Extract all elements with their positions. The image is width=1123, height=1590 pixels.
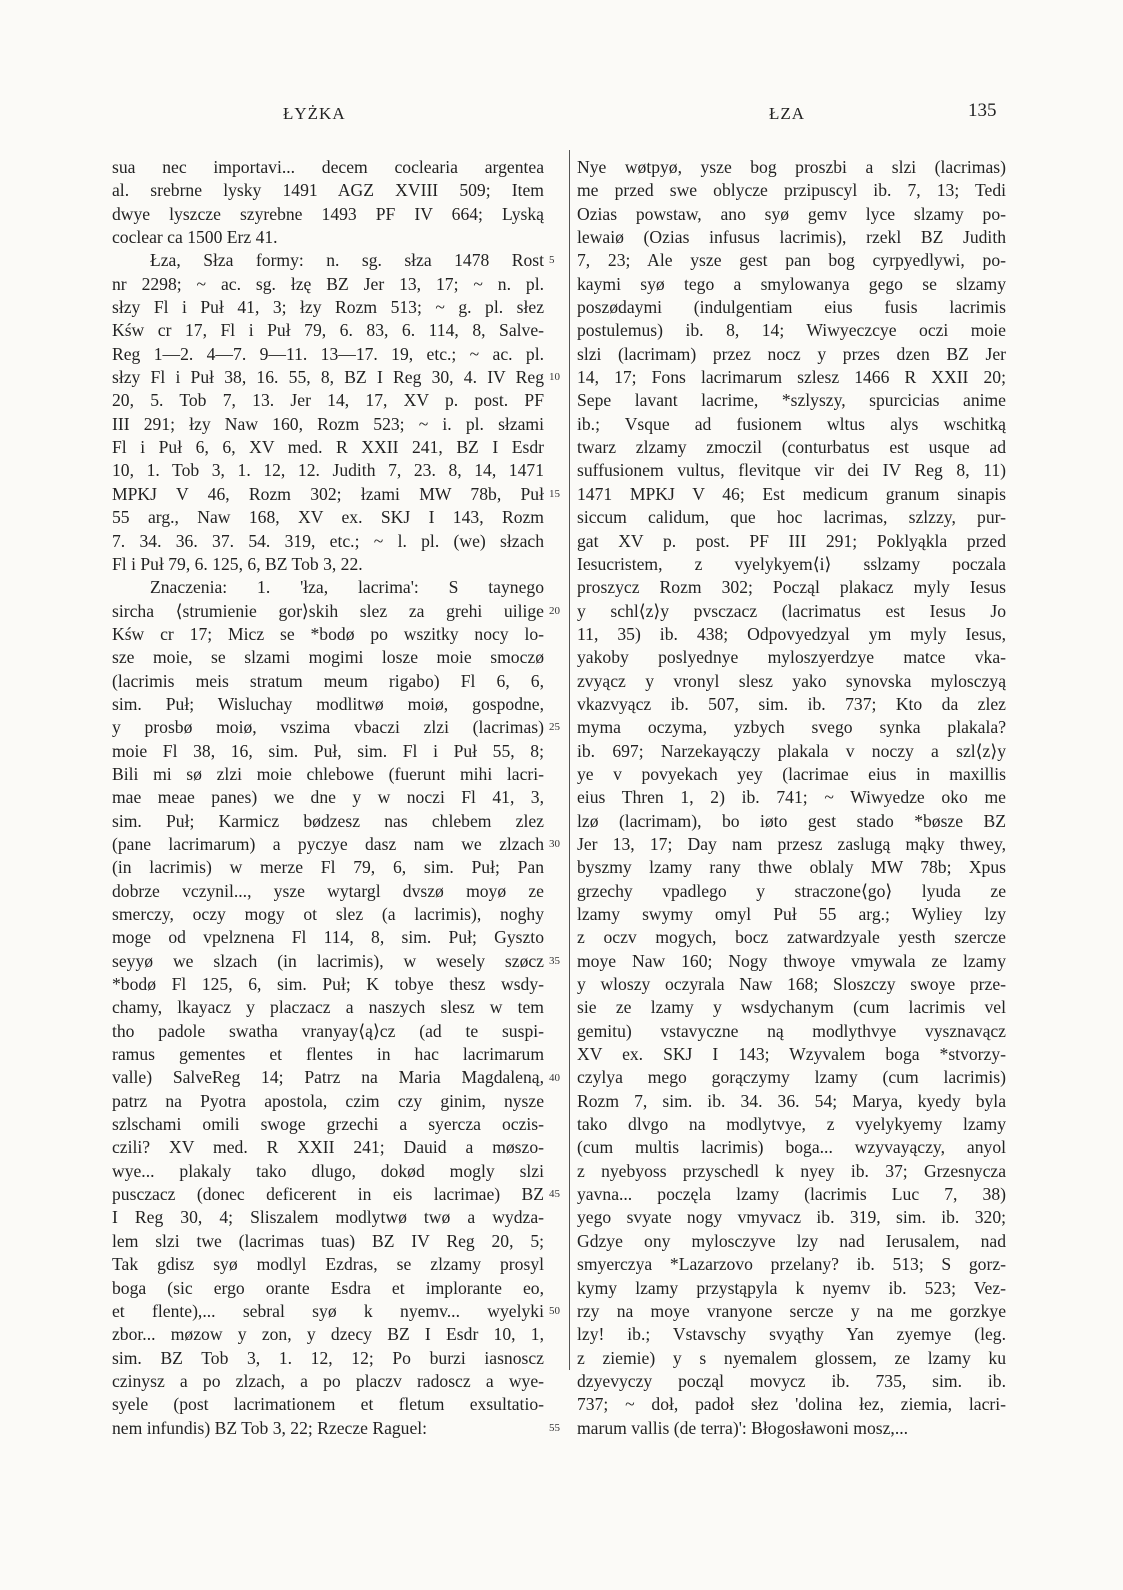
text-line: 14, 17; Fons lacrimarum szlesz 1466 R XXII 20; [577, 367, 1006, 388]
text-line: Bili mi sø zlzi moie chlebowe (fuerunt mihi lacri- [112, 763, 544, 784]
text-line: czinysz a po zlzach, a po placzv radoscz a wye- [112, 1370, 544, 1391]
text-line: Rozm 7, sim. ib. 34. 36. 54; Marya, kyedy byla [577, 1090, 1006, 1111]
text-line: eius Thren 1, 2) ib. 741; ~ Wiwyedze oko me [577, 787, 1006, 808]
text-line: 10, 1. Tob 3, 1. 12, 12. Judith 7, 23. 8, 14, 1471 [112, 460, 544, 481]
text-line: y prosbø moiø, vszima vbaczi zlzi (lacrimas) [112, 717, 544, 738]
line-number: 25 [549, 721, 560, 734]
text-line: myma oczyma, yzbych svego synka plakala? [577, 717, 1006, 738]
text-line: coclear ca 1500 Erz 41. [112, 227, 278, 248]
page-number: 135 [968, 100, 997, 121]
text-line: yakoby poslyednye myloszyerdzye matce vka- [577, 647, 1006, 668]
text-line: Fl i Puł 6, 6, XV med. R XXII 241, BZ I Esdr [112, 437, 544, 458]
text-line: suffusionem vultus, flevitque vir dei IV Reg 8, 11) [577, 460, 1006, 481]
text-line: tako dlvgo na modlytvye, z vyelykyemy lzamy [577, 1114, 1006, 1135]
line-number: 15 [549, 487, 560, 500]
text-line: dzyevyczy począl movycz ib. 735, sim. ib. [577, 1370, 1006, 1391]
text-line: sua nec importavi... decem coclearia argentea [112, 157, 544, 177]
text-line: zvyącz y vronyl slesz yako synovska mylosczyą [577, 670, 1006, 691]
text-line: I Reg 30, 4; Sliszalem modlytwø twø a wydza- [112, 1207, 544, 1228]
text-line: 1471 MPKJ V 46; Est medicum granum sinapis [577, 483, 1006, 504]
text-line: postulemus) ib. 8, 14; Wiwyeczcye oczi moie [577, 320, 1006, 341]
text-line: patrz na Pyotra apostola, czim czy ginim, nysze [112, 1090, 544, 1111]
text-line: boga (sic ergo orante Esdra et implorante eo, [112, 1277, 544, 1298]
text-line: al. srebrne lysky 1491 AGZ XVIII 509; Item [112, 180, 544, 201]
text-line: lzy! ib.; Vstavschy svyąthy Yan zyemye (leg. [577, 1324, 1006, 1345]
text-line: czili? XV med. R XXII 241; Dauid a møszo- [112, 1137, 544, 1158]
text-line: pusczacz (donec deficerent in eis lacrimae) BZ [112, 1184, 544, 1205]
line-number: 55 [549, 1421, 560, 1434]
line-number: 50 [549, 1305, 560, 1318]
text-line: gemitu) vstavyczne ną modlythvye vysznavącz [577, 1020, 1006, 1041]
text-line: Sepe lavant lacrime, *szlyszy, spurcicias anime [577, 390, 1006, 411]
text-line: me przed swe oblycze przipuscyl ib. 7, 13; Tedi [577, 180, 1006, 201]
text-line: 11, 35) ib. 438; Odpovyedzyal ym myly Iesus, [577, 623, 1006, 644]
text-line: smerczy, oczy mogy ot slez (a lacrimis), noghy [112, 904, 544, 924]
text-line: (in lacrimis) w merze Fl 79, 6, sim. Puł; Pan [112, 857, 544, 878]
text-line: sim. BZ Tob 3, 1. 12, 12; Po burzi iasnoscz [112, 1347, 544, 1368]
text-line: Kśw cr 17, Fl i Puł 79, 6. 83, 6. 114, 8, Salve- [112, 320, 544, 341]
header-left-title: ŁYŻKA [283, 104, 346, 123]
text-line: yego svyate nogy vmyvacz ib. 319, sim. ib. 320; [577, 1207, 1006, 1228]
text-line: rzy na moye vranyone sercze y na me gorzkye [577, 1300, 1006, 1321]
line-number: 30 [549, 838, 560, 851]
text-line: ramus gementes et flentes in hac lacrimarum [112, 1044, 544, 1065]
text-line: 737; ~ doł, padoł słez 'dolina łez, ziemia, lacri- [577, 1394, 1006, 1415]
line-number: 5 [549, 254, 555, 267]
text-line: z ziemie) y s nyemalem glossem, ze lzamy ku [577, 1347, 1006, 1368]
text-line: sim. Puł; Wisluchay modlitwø moiø, gospodne, [112, 693, 544, 714]
text-line: Iesucristem, z vyelykyem⟨i⟩ sslzamy poczala [577, 553, 1006, 574]
right-column [577, 156, 1006, 1440]
text-line: slzi (lacrimam) przez nocz y przes dzen BZ Jer [577, 343, 1006, 364]
text-line: y schl⟨z⟩y pvsczacz (lacrimatus est Iesus Jo [577, 600, 1006, 621]
text-line: siccum calidum, que hoc lacrimas, szlzzy, pur- [577, 507, 1006, 528]
text-line: MPKJ V 46, Rozm 302; łzami MW 78b, Puł [112, 483, 544, 504]
text-line: z nyebyoss przyschedl k nyey ib. 37; Grzesnycza [577, 1160, 1006, 1181]
text-line: gat XV p. post. PF III 291; Poklyąkla przed [577, 530, 1006, 551]
text-line: lem slzi twe (lacrimas tuas) BZ IV Reg 20, 5; [112, 1230, 544, 1251]
text-line: smyerczya *Lazarzovo przelany? ib. 513; S gorz- [577, 1254, 1006, 1275]
text-line: sircha ⟨strumienie gor⟩skih slez za grehi uilige [112, 600, 544, 621]
text-line: syele (post lacrimationem et fletum exsultatio- [112, 1394, 544, 1415]
text-line: 20, 5. Tob 7, 13. Jer 14, 17, XV p. post. PF [112, 390, 544, 411]
line-number: 35 [549, 954, 560, 967]
text-line: mae meae panes) we dne y w noczi Fl 41, 3, [112, 787, 544, 808]
text-line: lzamy swymy omyl Puł 55 arg.; Wyliey lzy [577, 904, 1006, 924]
text-line: chamy, lkayacz y placzacz a naszych slesz w tem [112, 997, 544, 1018]
line-number: 45 [549, 1188, 560, 1201]
text-line: słzy Fl i Puł 38, 16. 55, 8, BZ I Reg 30, 4. IV Reg [112, 367, 544, 388]
text-line: twarz zlzamy zmoczil (conturbatus est usque ad [577, 437, 1006, 458]
text-line: 55 arg., Naw 168, XV ex. SKJ I 143, Rozm [112, 507, 544, 528]
text-line: 7, 23; Ale ysze gest pan bog cyrpyedlywi, po- [577, 250, 1006, 271]
text-line: Znaczenia: 1. 'łza, lacrima': S taynego [150, 577, 544, 598]
text-line: kaymi syø tego a smylowanya gego se slzamy [577, 273, 1006, 294]
text-line: byszmy lzamy rany thwe oblaly MW 78b; Xpus [577, 857, 1006, 878]
text-line: ib.; Vsque ad fusionem wltus alys wschitką [577, 413, 1006, 434]
text-line: marum vallis (de terra)': Błogosławoni mosz,... [577, 1417, 909, 1438]
line-number: 40 [549, 1071, 560, 1084]
line-number: 10 [549, 371, 560, 384]
text-line: (lacrimis meis stratum meum rigabo) Fl 6, 6, [112, 670, 544, 691]
text-line: Tak gdisz syø modlyl Ezdras, se zlzamy prosyl [112, 1254, 544, 1275]
text-line: moge od vpelznena Fl 114, 8, sim. Puł; Gyszto [112, 927, 544, 948]
text-line: proszycz Rozm 302; Począl plakacz myly Iesus [577, 577, 1006, 598]
text-line: sie ze lzamy y wsdychanym (cum lacrimis vel [577, 997, 1006, 1018]
text-line: Reg 1—2. 4—7. 9—11. 13—17. 19, etc.; ~ ac. pl. [112, 343, 544, 364]
text-line: zbor... møzow y zon, y dzecy BZ I Esdr 10, 1, [112, 1324, 544, 1345]
text-line: moie Fl 38, 16, sim. Puł, sim. Fl i Puł 55, 8; [112, 740, 544, 761]
text-line: et flente),... sebral syø k nyemv... wyelyki [112, 1300, 544, 1321]
text-line: Gdzye ony mylosczyve lzy nad Ierusalem, nad [577, 1230, 1006, 1251]
text-line: dwye lyszcze szyrebne 1493 PF IV 664; Lyską [112, 203, 544, 224]
text-line: dobrze vczynil..., ysze wytargl dvszø moyø ze [112, 880, 544, 901]
text-line: ib. 697; Narzekayączy plakala v noczy a szl⟨z⟩y [577, 740, 1006, 761]
text-line: 7. 34. 36. 37. 54. 319, etc.; ~ l. pl. (we) słzach [112, 530, 544, 551]
text-line: sze moie, se slzami mogimi losze moie smoczø [112, 647, 544, 668]
column-divider [569, 150, 570, 1370]
header-right-title: ŁZA [769, 104, 806, 123]
running-header [0, 100, 1123, 134]
text-line: III 291; łzy Naw 160, Rozm 523; ~ i. pl. słzami [112, 413, 544, 434]
text-line: valle) SalveReg 14; Patrz na Maria Magdaleną, [112, 1067, 544, 1088]
text-line: z oczv mogych, bocz zatwardzyale yesth szercze [577, 927, 1006, 948]
left-column [112, 156, 544, 1440]
text-line: tho padole swatha vranyay⟨ą⟩cz (ad te suspi- [112, 1020, 544, 1041]
line-number: 20 [549, 604, 560, 617]
text-line: grzechy vpadlego y straczone⟨go⟩ lyuda ze [577, 880, 1006, 901]
text-line: kymy lzamy przystąpyla k nyemv ib. 523; Vez- [577, 1277, 1006, 1298]
text-line: yavna... poczęla lzamy (lacrimis Luc 7, 38) [577, 1184, 1006, 1205]
text-line: czylya mego gorączymy lzamy (cum lacrimis) [577, 1067, 1006, 1088]
text-line: Nye wøtpyø, ysze bog proszbi a slzi (lacrimas) [577, 157, 1006, 177]
text-line: moye Naw 160; Nogy thwoye vmywala ze lzamy [577, 950, 1006, 971]
text-line: Kśw cr 17; Micz se *bodø po wszitky nocy lo- [112, 623, 544, 644]
text-line: szlschami omili swoge grzechi a syercza oczis- [112, 1114, 544, 1135]
text-line: seyyø we slzach (in lacrimis), w wesely szøcz [112, 950, 544, 971]
text-line: sim. Puł; Karmicz bødzesz nas chlebem zlez [112, 810, 544, 831]
text-line: wye... plakaly tako dlugo, dokød mogly slzi [112, 1160, 544, 1181]
text-line: y wloszy oczyrala Naw 168; Sloszczy swoye prze- [577, 974, 1006, 995]
text-line: nem infundis) BZ Tob 3, 22; Rzecze Raguel: [112, 1417, 428, 1438]
text-line: nr 2298; ~ ac. sg. łzę BZ Jer 13, 17; ~ n. pl. [112, 273, 544, 294]
text-line: (cum multis lacrimis) boga... wzyvayączy, anyol [577, 1137, 1006, 1158]
text-line: ye v povyekach yey (lacrimae eius in maxillis [577, 763, 1006, 784]
text-line: lewaiø (Ozias infusus lacrimis), rzekl BZ Judith [577, 227, 1006, 248]
text-line: (pane lacrimarum) a pyczye dasz nam we zlzach [112, 833, 544, 854]
text-line: vkazvyącz ib. 507, sim. ib. 737; Kto da zlez [577, 693, 1006, 714]
text-line: XV ex. SKJ I 143; Wzyvalem boga *stvorzy- [577, 1044, 1006, 1065]
text-line: lzø (lacrimam), bo iøto gest stado *bøsze BZ [577, 810, 1006, 831]
text-line: Ozias powstaw, ano syø gemv lyce slzamy po- [577, 203, 1006, 224]
text-line: *bodø Fl 125, 6, sim. Puł; K tobye thesz wsdy- [112, 974, 544, 995]
text-line: słzy Fl i Puł 41, 3; łzy Rozm 513; ~ g. pl. słez [112, 297, 544, 318]
text-line: Fl i Puł 79, 6. 125, 6, BZ Tob 3, 22. [112, 553, 363, 574]
text-line: Łza, Słza formy: n. sg. słza 1478 Rost [150, 250, 544, 271]
text-line: poszødaymi (indulgentiam eius fusis lacrimis [577, 297, 1006, 318]
text-line: Jer 13, 17; Day nam przesz zaslugą mąky thwey, [577, 833, 1006, 854]
